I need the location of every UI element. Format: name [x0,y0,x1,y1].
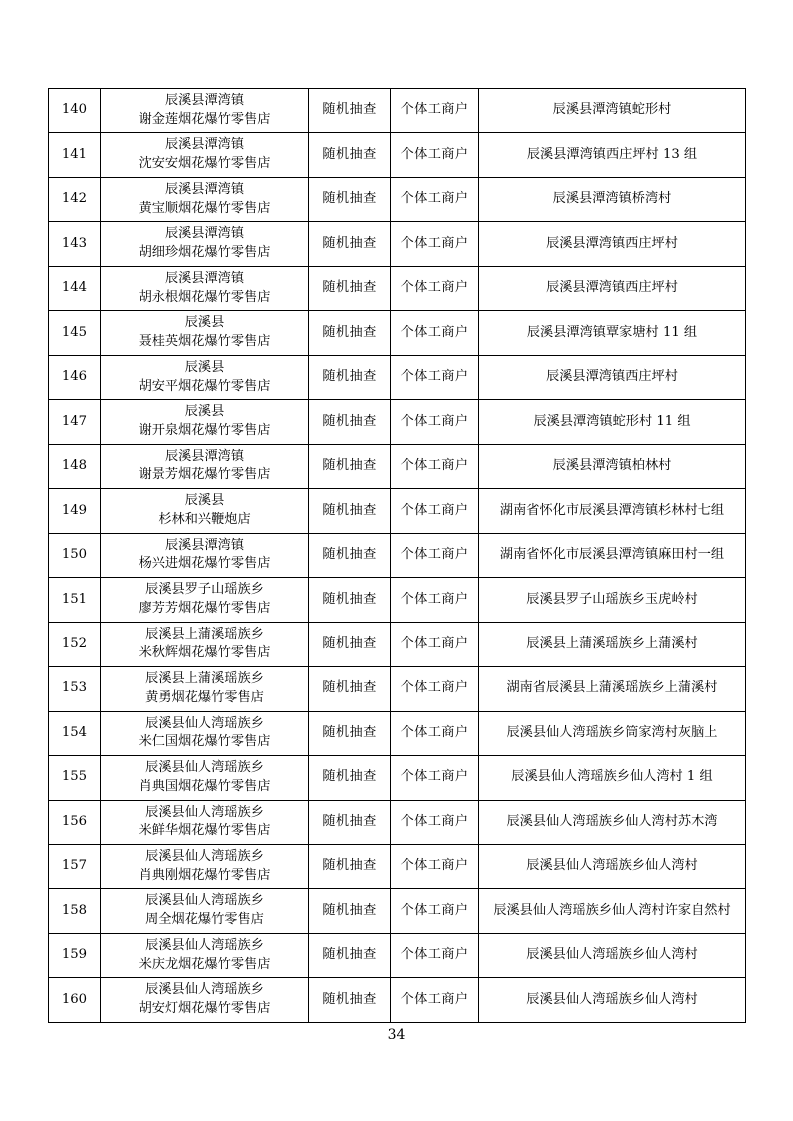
row-business-name-line: 辰溪县潭湾镇 [164,270,245,286]
row-entity-type: 个体工商户 [391,311,479,355]
table-row [49,489,746,533]
row-address: 湖南省怀化市辰溪县潭湾镇杉林村七组 [479,489,746,533]
row-business-name [101,667,309,711]
row-entity-type: 个体工商户 [391,622,479,666]
row-index: 144 [49,266,101,310]
table-row [49,844,746,888]
row-business-name-line: 胡安平烟花爆竹零售店 [138,378,271,394]
row-inspection-method: 随机抽查 [309,756,391,800]
row-entity-type: 个体工商户 [391,177,479,221]
row-address: 辰溪县潭湾镇西庄坪村 13 组 [479,133,746,177]
row-inspection-method: 随机抽查 [309,578,391,622]
row-address: 辰溪县潭湾镇桥湾村 [479,177,746,221]
row-inspection-method: 随机抽查 [309,711,391,755]
row-business-name-line: 辰溪县潭湾镇 [164,137,245,153]
table-row [49,978,746,1022]
table-row [49,222,746,266]
table-row [49,711,746,755]
row-entity-type: 个体工商户 [391,266,479,310]
row-address: 辰溪县潭湾镇蛇形村 11 组 [479,400,746,444]
table-row [49,355,746,399]
row-entity-type: 个体工商户 [391,89,479,133]
row-index: 152 [49,622,101,666]
row-business-name [101,889,309,933]
row-business-name [101,622,309,666]
row-business-name-line: 辰溪县仙人湾瑶族乡 [145,982,264,998]
row-business-name [101,756,309,800]
row-index: 150 [49,533,101,577]
row-inspection-method: 随机抽查 [309,177,391,221]
row-index: 157 [49,844,101,888]
row-business-name-line: 谢开泉烟花爆竹零售店 [138,423,271,439]
row-entity-type: 个体工商户 [391,711,479,755]
row-address: 辰溪县仙人湾瑶族乡仙人湾村 [479,933,746,977]
row-business-name-line: 辰溪县 [184,404,225,420]
row-business-name-line: 米庆龙烟花爆竹零售店 [138,956,271,972]
table-row [49,177,746,221]
table-row [49,889,746,933]
row-address: 辰溪县潭湾镇蛇形村 [479,89,746,133]
row-business-name-line: 米鲜华烟花爆竹零售店 [138,823,271,839]
row-business-name [101,311,309,355]
row-business-name-line: 辰溪县潭湾镇 [164,537,245,553]
row-business-name-line: 黄宝顺烟花爆竹零售店 [138,200,271,216]
table-row [49,667,746,711]
row-business-name-line: 肖典刚烟花爆竹零售店 [138,867,271,883]
row-business-name-line: 辰溪县仙人湾瑶族乡 [145,893,264,909]
row-index: 159 [49,933,101,977]
row-business-name-line: 周全烟花爆竹零售店 [145,912,264,928]
row-business-name-line: 辰溪县 [184,359,225,375]
row-address: 辰溪县仙人湾瑶族乡仙人湾村苏木湾 [479,800,746,844]
row-business-name [101,711,309,755]
row-business-name-line: 辰溪县罗子山瑶族乡 [145,582,264,598]
row-business-name-line: 辰溪县潭湾镇 [164,181,245,197]
table-row [49,400,746,444]
row-business-name-line: 杉林和兴鞭炮店 [158,511,251,527]
row-address: 辰溪县潭湾镇西庄坪村 [479,222,746,266]
row-business-name [101,978,309,1022]
row-business-name [101,489,309,533]
row-index: 147 [49,400,101,444]
row-business-name [101,800,309,844]
row-address: 辰溪县罗子山瑶族乡玉虎岭村 [479,578,746,622]
row-entity-type: 个体工商户 [391,889,479,933]
row-business-name-line: 米秋辉烟花爆竹零售店 [138,645,271,661]
row-business-name [101,177,309,221]
row-business-name-line: 杨兴进烟花爆竹零售店 [138,556,271,572]
row-address: 辰溪县仙人湾瑶族乡仙人湾村 1 组 [479,756,746,800]
row-index: 155 [49,756,101,800]
row-business-name-line: 米仁国烟花爆竹零售店 [138,734,271,750]
row-entity-type: 个体工商户 [391,533,479,577]
row-business-name [101,578,309,622]
row-inspection-method: 随机抽查 [309,133,391,177]
row-index: 140 [49,89,101,133]
row-business-name [101,355,309,399]
row-entity-type: 个体工商户 [391,489,479,533]
row-index: 156 [49,800,101,844]
row-business-name-line: 肖典国烟花爆竹零售店 [138,778,271,794]
table-row [49,133,746,177]
row-index: 142 [49,177,101,221]
table-row [49,756,746,800]
table-row [49,933,746,977]
row-inspection-method: 随机抽查 [309,489,391,533]
table-row [49,800,746,844]
row-business-name [101,266,309,310]
row-inspection-method: 随机抽查 [309,533,391,577]
row-index: 143 [49,222,101,266]
row-business-name [101,89,309,133]
row-inspection-method: 随机抽查 [309,222,391,266]
row-inspection-method: 随机抽查 [309,844,391,888]
row-index: 160 [49,978,101,1022]
table-row [49,533,746,577]
row-business-name-line: 谢景芳烟花爆竹零售店 [138,467,271,483]
row-business-name-line: 辰溪县仙人湾瑶族乡 [145,848,264,864]
row-business-name-line: 聂桂英烟花爆竹零售店 [138,334,271,350]
row-entity-type: 个体工商户 [391,800,479,844]
table-row [49,311,746,355]
table-row [49,266,746,310]
row-inspection-method: 随机抽查 [309,444,391,488]
row-index: 154 [49,711,101,755]
row-business-name-line: 辰溪县仙人湾瑶族乡 [145,760,264,776]
row-address: 辰溪县仙人湾瑶族乡仙人湾村 [479,844,746,888]
row-business-name-line: 胡安灯烟花爆竹零售店 [138,1001,271,1017]
row-inspection-method: 随机抽查 [309,622,391,666]
row-business-name [101,400,309,444]
row-inspection-method: 随机抽查 [309,667,391,711]
row-inspection-method: 随机抽查 [309,355,391,399]
row-index: 149 [49,489,101,533]
row-inspection-method: 随机抽查 [309,933,391,977]
row-business-name [101,933,309,977]
row-inspection-method: 随机抽查 [309,266,391,310]
table-row [49,578,746,622]
row-business-name-line: 谢金莲烟花爆竹零售店 [138,111,271,127]
row-index: 145 [49,311,101,355]
inspection-table [48,88,746,1023]
row-index: 151 [49,578,101,622]
inspection-table-body [49,89,746,1023]
row-address: 辰溪县潭湾镇西庄坪村 [479,266,746,310]
row-index: 148 [49,444,101,488]
row-business-name-line: 沈安安烟花爆竹零售店 [138,156,271,172]
row-index: 146 [49,355,101,399]
row-business-name-line: 胡细珍烟花爆竹零售店 [138,245,271,261]
row-entity-type: 个体工商户 [391,444,479,488]
row-business-name-line: 辰溪县 [184,315,225,331]
row-address: 辰溪县潭湾镇柏林村 [479,444,746,488]
row-inspection-method: 随机抽查 [309,978,391,1022]
row-address: 辰溪县仙人湾瑶族乡筒家湾村灰脑上 [479,711,746,755]
row-business-name-line: 辰溪县仙人湾瑶族乡 [145,715,264,731]
row-address: 辰溪县仙人湾瑶族乡仙人湾村许家自然村 [479,889,746,933]
row-index: 153 [49,667,101,711]
row-business-name-line: 黄勇烟花爆竹零售店 [145,689,264,705]
page-number: 34 [387,1027,406,1043]
row-business-name-line: 胡永根烟花爆竹零售店 [138,289,271,305]
row-business-name-line: 辰溪县仙人湾瑶族乡 [145,937,264,953]
row-entity-type: 个体工商户 [391,400,479,444]
table-row [49,89,746,133]
row-inspection-method: 随机抽查 [309,89,391,133]
row-inspection-method: 随机抽查 [309,800,391,844]
table-row [49,622,746,666]
row-business-name [101,533,309,577]
row-business-name-line: 辰溪县上蒲溪瑶族乡 [145,626,264,642]
row-entity-type: 个体工商户 [391,667,479,711]
table-row [49,444,746,488]
row-business-name [101,844,309,888]
row-address: 辰溪县上蒲溪瑶族乡上蒲溪村 [479,622,746,666]
row-business-name-line: 辰溪县潭湾镇 [164,93,245,108]
row-address: 辰溪县潭湾镇覃家塘村 11 组 [479,311,746,355]
row-entity-type: 个体工商户 [391,133,479,177]
row-inspection-method: 随机抽查 [309,400,391,444]
row-address: 湖南省怀化市辰溪县潭湾镇麻田村一组 [479,533,746,577]
row-entity-type: 个体工商户 [391,933,479,977]
row-inspection-method: 随机抽查 [309,311,391,355]
row-entity-type: 个体工商户 [391,978,479,1022]
row-address: 辰溪县潭湾镇西庄坪村 [479,355,746,399]
row-entity-type: 个体工商户 [391,756,479,800]
row-inspection-method: 随机抽查 [309,889,391,933]
row-index: 141 [49,133,101,177]
row-business-name-line: 廖芳芳烟花爆竹零售店 [138,600,271,616]
row-business-name-line: 辰溪县潭湾镇 [164,226,245,242]
row-business-name-line: 辰溪县上蒲溪瑶族乡 [145,671,264,687]
row-business-name-line: 辰溪县仙人湾瑶族乡 [145,804,264,820]
row-entity-type: 个体工商户 [391,578,479,622]
row-business-name [101,133,309,177]
row-business-name-line: 辰溪县潭湾镇 [164,448,245,464]
row-business-name [101,444,309,488]
row-entity-type: 个体工商户 [391,844,479,888]
row-entity-type: 个体工商户 [391,222,479,266]
row-address: 湖南省辰溪县上蒲溪瑶族乡上蒲溪村 [479,667,746,711]
row-index: 158 [49,889,101,933]
row-business-name [101,222,309,266]
row-entity-type: 个体工商户 [391,355,479,399]
row-address: 辰溪县仙人湾瑶族乡仙人湾村 [479,978,746,1022]
row-business-name-line: 辰溪县 [184,493,225,509]
